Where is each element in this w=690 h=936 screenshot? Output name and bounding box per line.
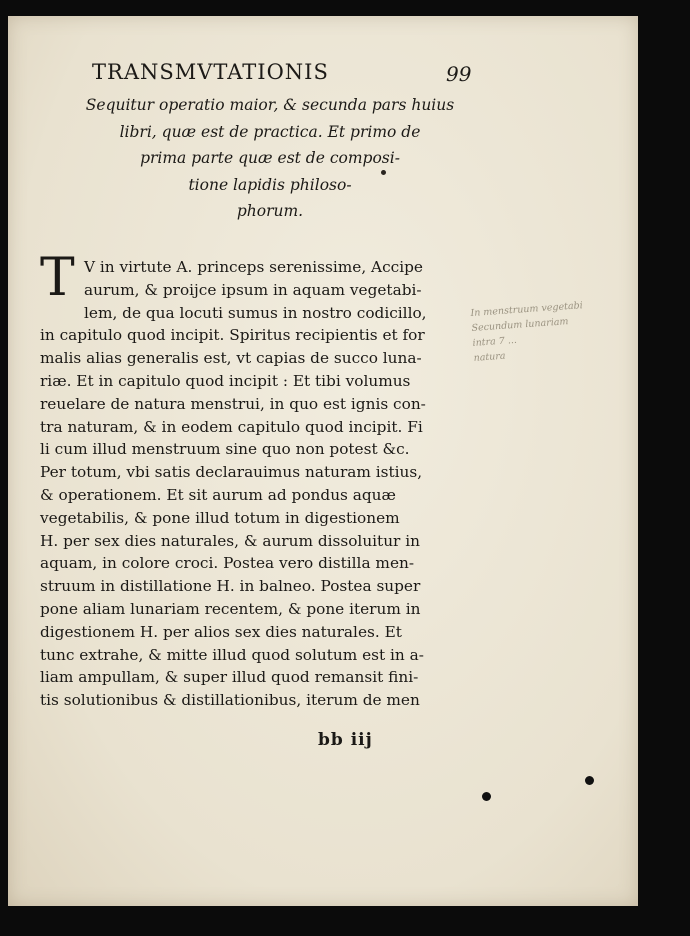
text-line: liam ampullam, & super illud quod remansit fini- xyxy=(40,668,419,687)
text-line: digestionem H. per alios sex dies naturales. Et xyxy=(40,622,402,641)
page-header xyxy=(92,60,492,90)
text-line: V in virtute A. princeps serenissime, Accipe xyxy=(84,258,423,276)
ink-speck xyxy=(381,170,386,175)
text-line: pone aliam lunariam recentem, & pone iterum in xyxy=(40,599,421,618)
margin-note-line: Secundum lunariam xyxy=(471,316,569,334)
text-line: malis alias generalis est, vt capias de succo luna- xyxy=(40,349,422,368)
heading-line: prima parte quæ est de composi- xyxy=(140,149,400,167)
text-line: riæ. Et in capitulo quod incipit : Et tibi volumus xyxy=(40,371,411,390)
text-line: lem, de qua locuti sumus in nostro codicillo, xyxy=(84,303,427,322)
text-line: tunc extrahe, & mitte illud quod solutum est in a- xyxy=(40,645,424,664)
ink-dot xyxy=(585,776,594,785)
text-line: tra naturam, & in eodem capitulo quod incipit. Fi xyxy=(40,417,423,436)
text-line: struum in distillatione H. in balneo. Postea super xyxy=(40,577,421,596)
text-line: & operationem. Et sit aurum ad pondus aquæ xyxy=(40,485,396,504)
text-line: in capitulo quod incipit. Spiritus recipientis et for xyxy=(40,326,425,345)
margin-note-line: natura xyxy=(473,350,506,364)
handwritten-margin-note xyxy=(470,294,639,365)
text-line: aquam, in colore croci. Postea vero distilla men- xyxy=(40,554,415,573)
running-title: TRANSMVTATIONIS xyxy=(92,60,329,84)
ink-dot xyxy=(482,792,491,801)
text-line: vegetabilis, & pone illud totum in digestionem xyxy=(40,508,400,527)
text-line: Per totum, vbi satis declarauimus naturam istius, xyxy=(40,463,423,482)
text-line: reuelare de natura menstrui, in quo est ignis con- xyxy=(40,394,426,413)
margin-note-line: In menstruum vegetabi xyxy=(470,300,584,319)
heading-line: tione lapidis philoso- xyxy=(188,175,352,194)
drop-capital: T xyxy=(40,248,75,308)
margin-note-line: intra 7 ... xyxy=(472,334,518,349)
heading-line: Sequitur operatio maior, & secunda pars huius xyxy=(85,96,455,114)
text-line: aurum, & proijce ipsum in aquam vegetabi- xyxy=(84,280,422,299)
text-line: tis solutionibus & distillationibus, iterum de men xyxy=(40,691,420,710)
text-line: H. per sex dies naturales, & aurum dissoluitur in xyxy=(40,531,420,550)
section-heading xyxy=(60,92,480,225)
heading-line: phorum. xyxy=(236,202,304,220)
signature-mark: bb iij xyxy=(318,730,373,750)
body-text xyxy=(40,256,470,712)
folio-number: 99 xyxy=(446,62,472,86)
heading-line: libri, quæ est de practica. Et primo de xyxy=(119,122,421,141)
text-line: li cum illud menstruum sine quo non potest &c. xyxy=(40,440,410,459)
